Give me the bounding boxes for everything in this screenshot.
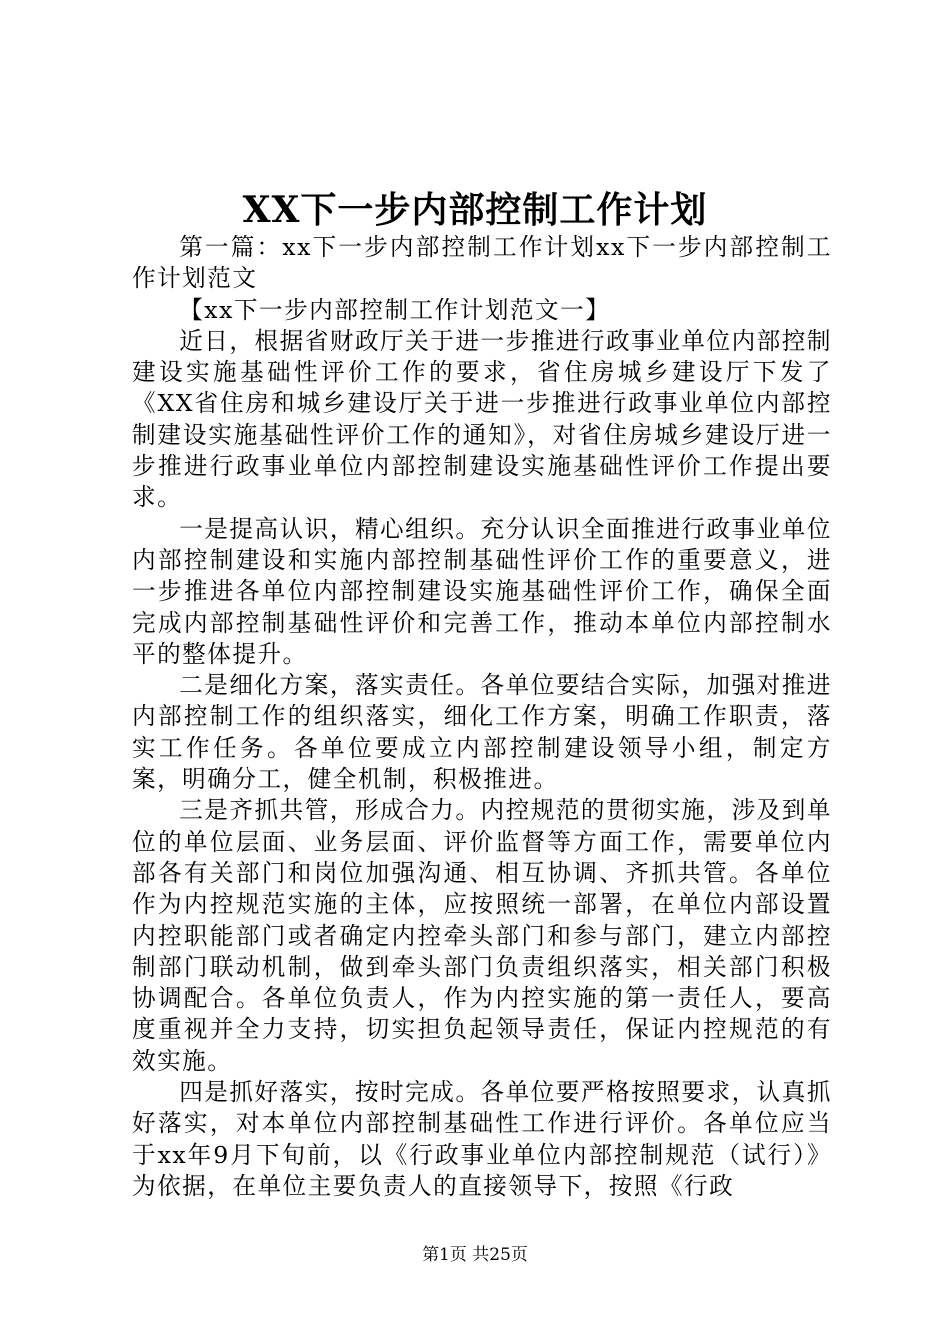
paragraph-point-1: 一是提高认识，精心组织。充分认识全面推进行政事业单位内部控制建设和实施内部控制基础性评价工作的重要意义，进一步推进各单位内部控制建设实施基础性评价工作，确保全面完成内部控制基础性评价和完善工作，推动本单位内部控制水平的整体提升。 [132,514,832,668]
page-number-footer: 第1页 共25页 [422,1245,528,1265]
paragraph-point-3: 三是齐抓共管，形成合力。内控规范的贯彻实施，涉及到单位的单位层面、业务层面、评价监督等方面工作，需要单位内部各有关部门和岗位加强沟通、相互协调、齐抓共管。各单位作为内控规范实施的主体，应按照统一部署，在单位内部设置内控职能部门或者确定内控牵头部门和参与部门，建立内部控制部门联动机制，做到牵头部门负责组织落实，相关部门积极协调配合。各单位负责人，作为内控实施的第一责任人，要高度重视并全力支持，切实担负起领导责任，保证内控规范的有效实施。 [132,796,832,1075]
paragraph-heading: 第一篇：xx下一步内部控制工作计划xx下一步内部控制工作计划范文 [132,233,832,293]
document-body [132,232,832,1202]
paragraph-intro: 近日，根据省财政厅关于进一步推进行政事业单位内部控制建设实施基础性评价工作的要求，省住房城乡建设厅下发了《XX省住房和城乡建设厅关于进一步推进行政事业单位内部控制建设实施基础性评价工作的通知》，对省住房城乡建设厅进一步推进行政事业单位内部控制建设实施基础性评价工作提出要求。 [132,326,832,512]
paragraph-point-2: 二是细化方案，落实责任。各单位要结合实际，加强对推进内部控制工作的组织落实，细化工作方案，明确工作职责，落实工作任务。各单位要成立内部控制建设领导小组，制定方案，明确分工，健全机制，积极推进。 [132,671,832,794]
document-title: XX下一步内部控制工作计划 [242,189,708,231]
paragraph-subheading: 【xx下一步内部控制工作计划范文一】 [179,295,611,324]
paragraph-point-4: 四是抓好落实，按时完成。各单位要严格按照要求，认真抓好落实，对本单位内部控制基础性工作进行评价。各单位应当于xx年9月下旬前，以《行政事业单位内部控制规范（试行）》为依据，在单位主要负责人的直接领导下，按照《行政 [132,1078,832,1200]
